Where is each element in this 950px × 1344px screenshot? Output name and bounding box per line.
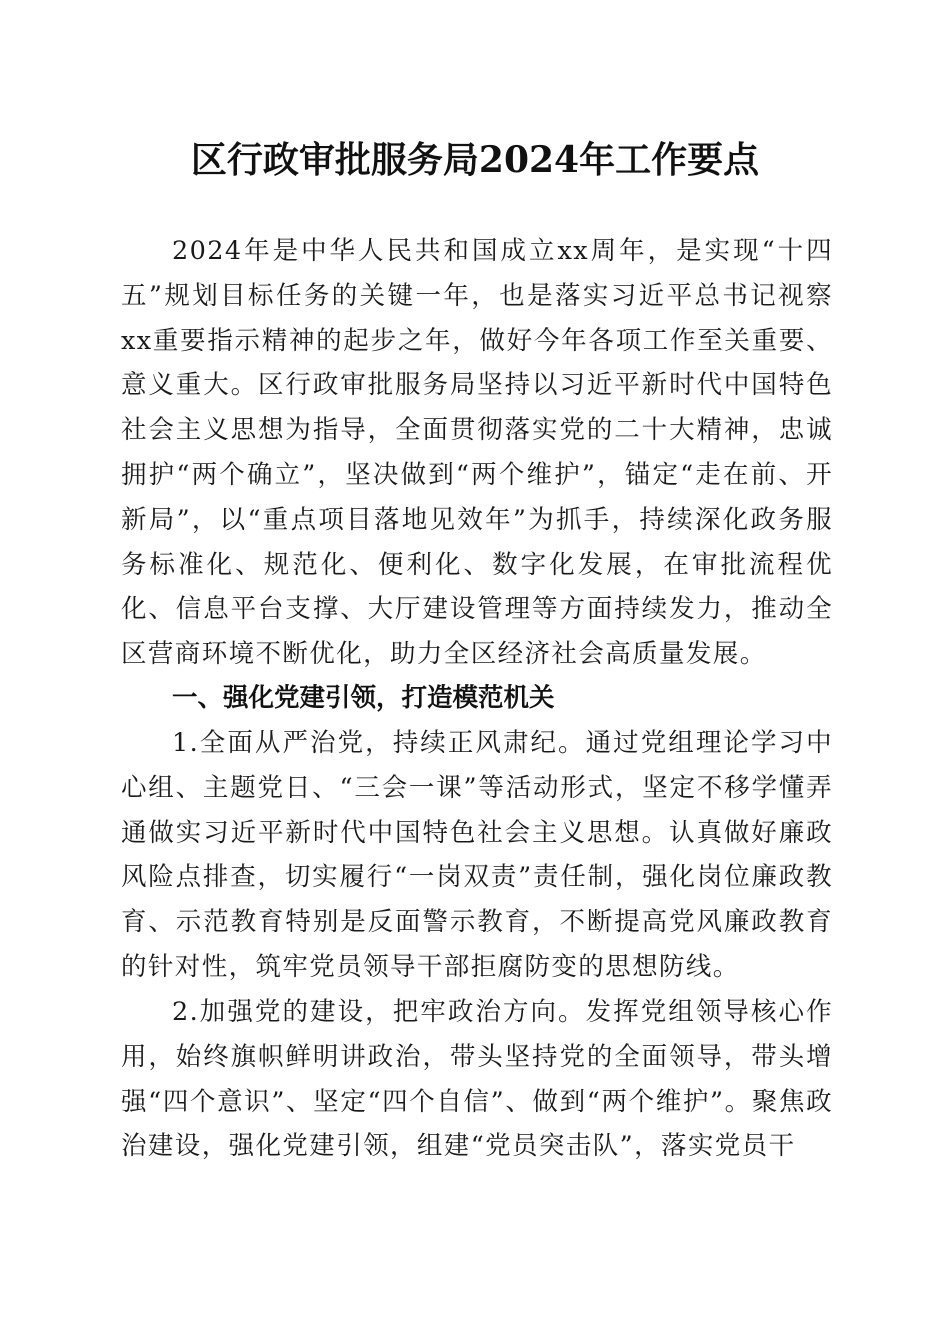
document-title: 区行政审批服务局2024年工作要点	[190, 139, 760, 181]
section-heading: 一、强化党建引领，打造模范机关	[172, 683, 555, 713]
intro-paragraph: 2024年是中华人民共和国成立xx周年，是实现“十四五”规划目标任务的关键一年，也是落实习近平总书记视察xx重要指示精神的起步之年，做好今年各项工作至关重要、意义重大。区行政审批服务局坚持以习近平新时代中国特色社会主义思想为指导，全面贯彻落实党的二十大精神，忠诚拥护“两个确立”，坚决做到“两个维护”，锚定“走在前、开新局”，以“重点项目落地见效年”为抓手，持续深化政务服务标准化、规范化、便利化、数字化发展，在审批流程优化、信息平台支撑、大厅建设管理等方面持续发力，推动全区营商环境不断优化，助力全区经济社会高质量发展。	[121, 236, 833, 670]
item-paragraph-2: 2.加强党的建设，把牢政治方向。发挥党组领导核心作用，始终旗帜鲜明讲政治，带头坚持党的全面领导，带头增强“四个意识”、坚定“四个自信”、做到“两个维护”。聚焦政治建设，强化党建引领，组建“党员突击队”，落实党员干	[121, 997, 833, 1162]
item-paragraph-1: 1.全面从严治党，持续正风肃纪。通过党组理论学习中心组、主题党日、“三会一课”等活动形式，坚定不移学懂弄通做实习近平新时代中国特色社会主义思想。认真做好廉政风险点排查，切实履行“一岗双责”责任制，强化岗位廉政教育、示范教育特别是反面警示教育，不断提高党风廉政教育的针对性，筑牢党员领导干部拒腐防变的思想防线。	[121, 728, 833, 982]
